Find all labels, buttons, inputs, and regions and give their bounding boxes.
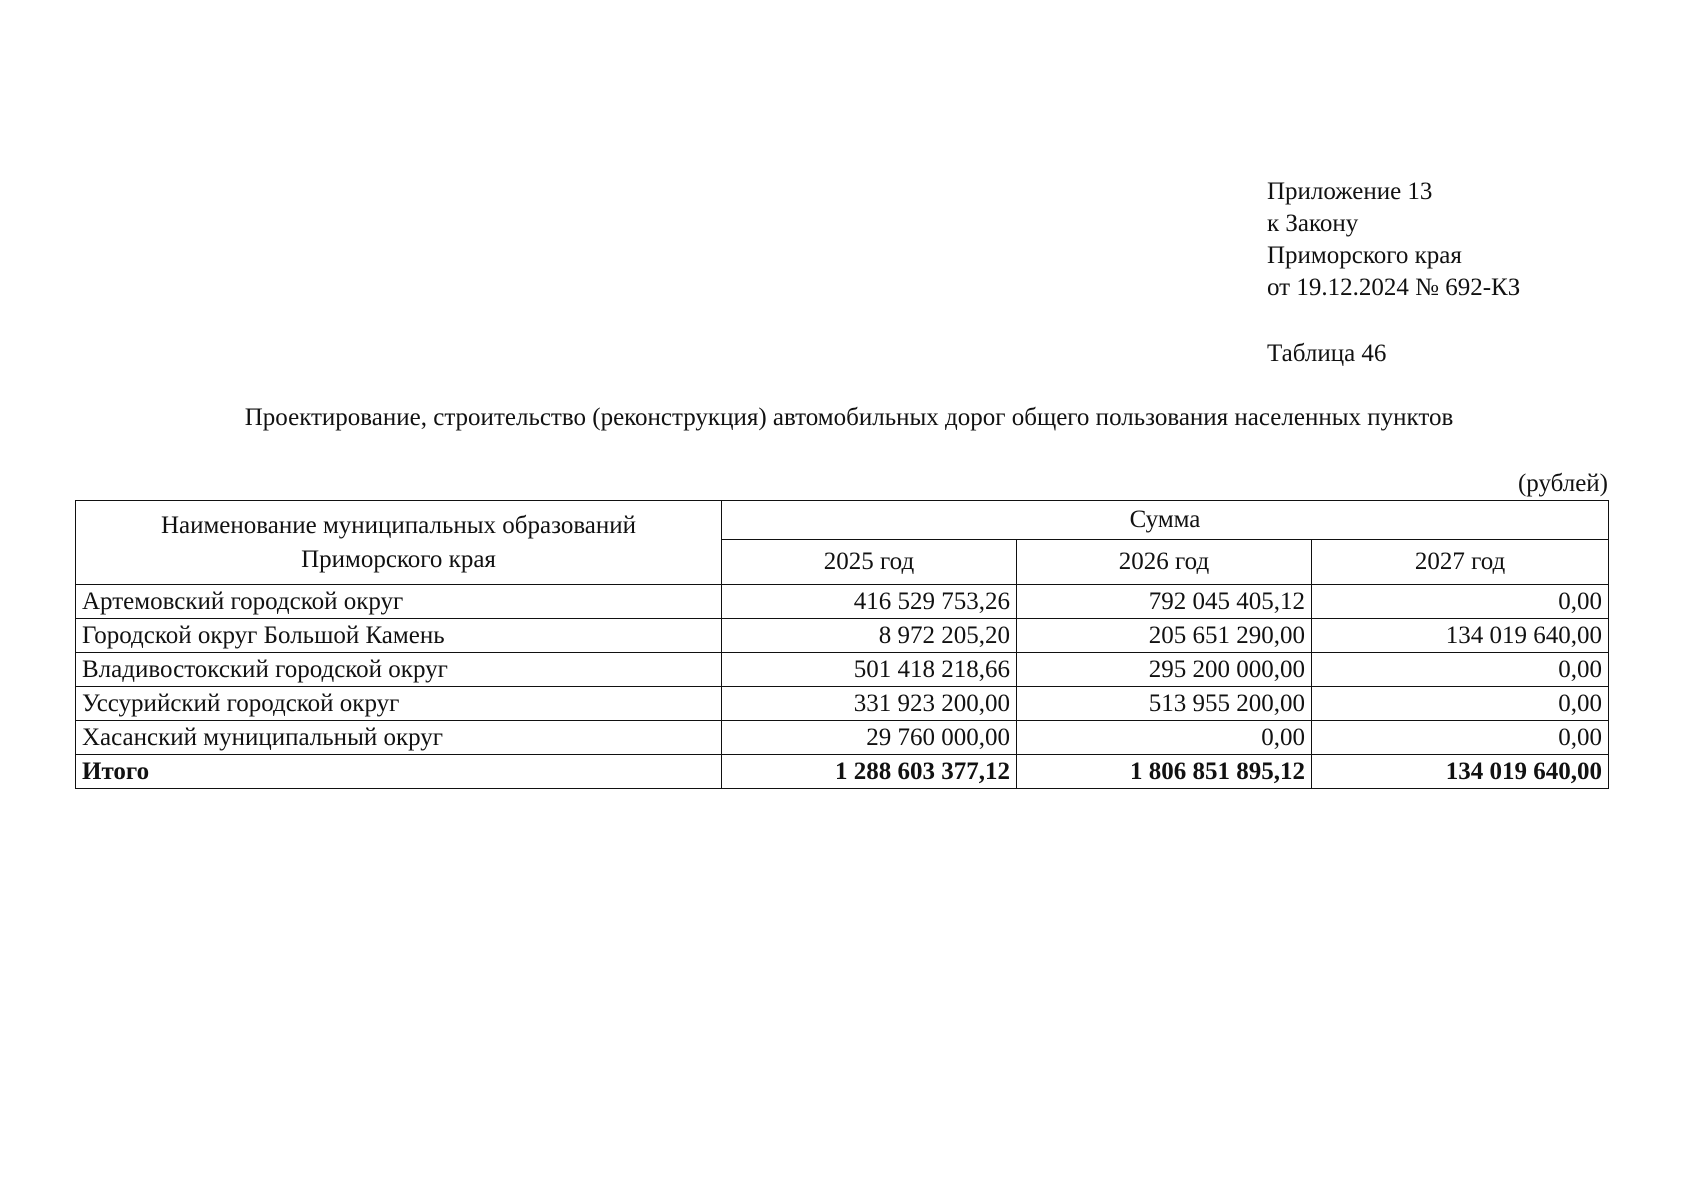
amount-cell: 792 045 405,12: [1017, 585, 1312, 619]
amount-cell: 331 923 200,00: [722, 687, 1017, 721]
total-amount-cell: 134 019 640,00: [1312, 755, 1609, 789]
sum-column-header: Сумма: [722, 501, 1609, 540]
amount-cell: 501 418 218,66: [722, 653, 1017, 687]
amount-cell: 134 019 640,00: [1312, 619, 1609, 653]
appendix-line: от 19.12.2024 № 692-КЗ: [1267, 274, 1521, 301]
total-amount-cell: 1 288 603 377,12: [722, 755, 1017, 789]
amount-cell: 0,00: [1312, 721, 1609, 755]
year-header: 2027 год: [1312, 540, 1609, 585]
document-title: Проектирование, строительство (реконструкция) автомобильных дорог общего пользования населенных пунктов: [244, 404, 1454, 431]
table-row: [76, 619, 1609, 653]
amount-cell: 8 972 205,20: [722, 619, 1017, 653]
table-row: [76, 721, 1609, 755]
table-header-row: [76, 501, 1609, 540]
amount-cell: 205 651 290,00: [1017, 619, 1312, 653]
appendix-block: [1267, 176, 1520, 304]
appendix-line: Приложение 13: [1267, 178, 1433, 205]
amount-cell: 513 955 200,00: [1017, 687, 1312, 721]
amount-cell: 416 529 753,26: [722, 585, 1017, 619]
table-row: [76, 687, 1609, 721]
municipality-name: Городской округ Большой Камень: [76, 619, 722, 653]
units-label: (рублей): [1517, 470, 1608, 497]
amount-cell: 0,00: [1312, 653, 1609, 687]
total-amount-cell: 1 806 851 895,12: [1017, 755, 1312, 789]
amount-cell: 0,00: [1312, 585, 1609, 619]
budget-table: [75, 500, 1609, 789]
name-header-line: Приморского края: [301, 545, 496, 573]
table-row: [76, 585, 1609, 619]
amount-cell: 0,00: [1017, 721, 1312, 755]
table-number: Таблица 46: [1267, 340, 1387, 367]
municipality-name: Артемовский городской округ: [76, 585, 722, 619]
amount-cell: 295 200 000,00: [1017, 653, 1312, 687]
municipality-name: Уссурийский городской округ: [76, 687, 722, 721]
amount-cell: 0,00: [1312, 687, 1609, 721]
table-row: [76, 653, 1609, 687]
appendix-line: Приморского края: [1267, 242, 1462, 269]
appendix-line: к Закону: [1267, 210, 1359, 237]
year-header: 2025 год: [722, 540, 1017, 585]
name-header-line: Наименование муниципальных образований: [160, 511, 637, 539]
amount-cell: 29 760 000,00: [722, 721, 1017, 755]
name-column-header: [76, 501, 722, 585]
municipality-name: Хасанский муниципальный округ: [76, 721, 722, 755]
total-row: [76, 755, 1609, 789]
municipality-name: Владивостокский городской округ: [76, 653, 722, 687]
total-label: Итого: [76, 755, 722, 789]
year-header: 2026 год: [1017, 540, 1312, 585]
